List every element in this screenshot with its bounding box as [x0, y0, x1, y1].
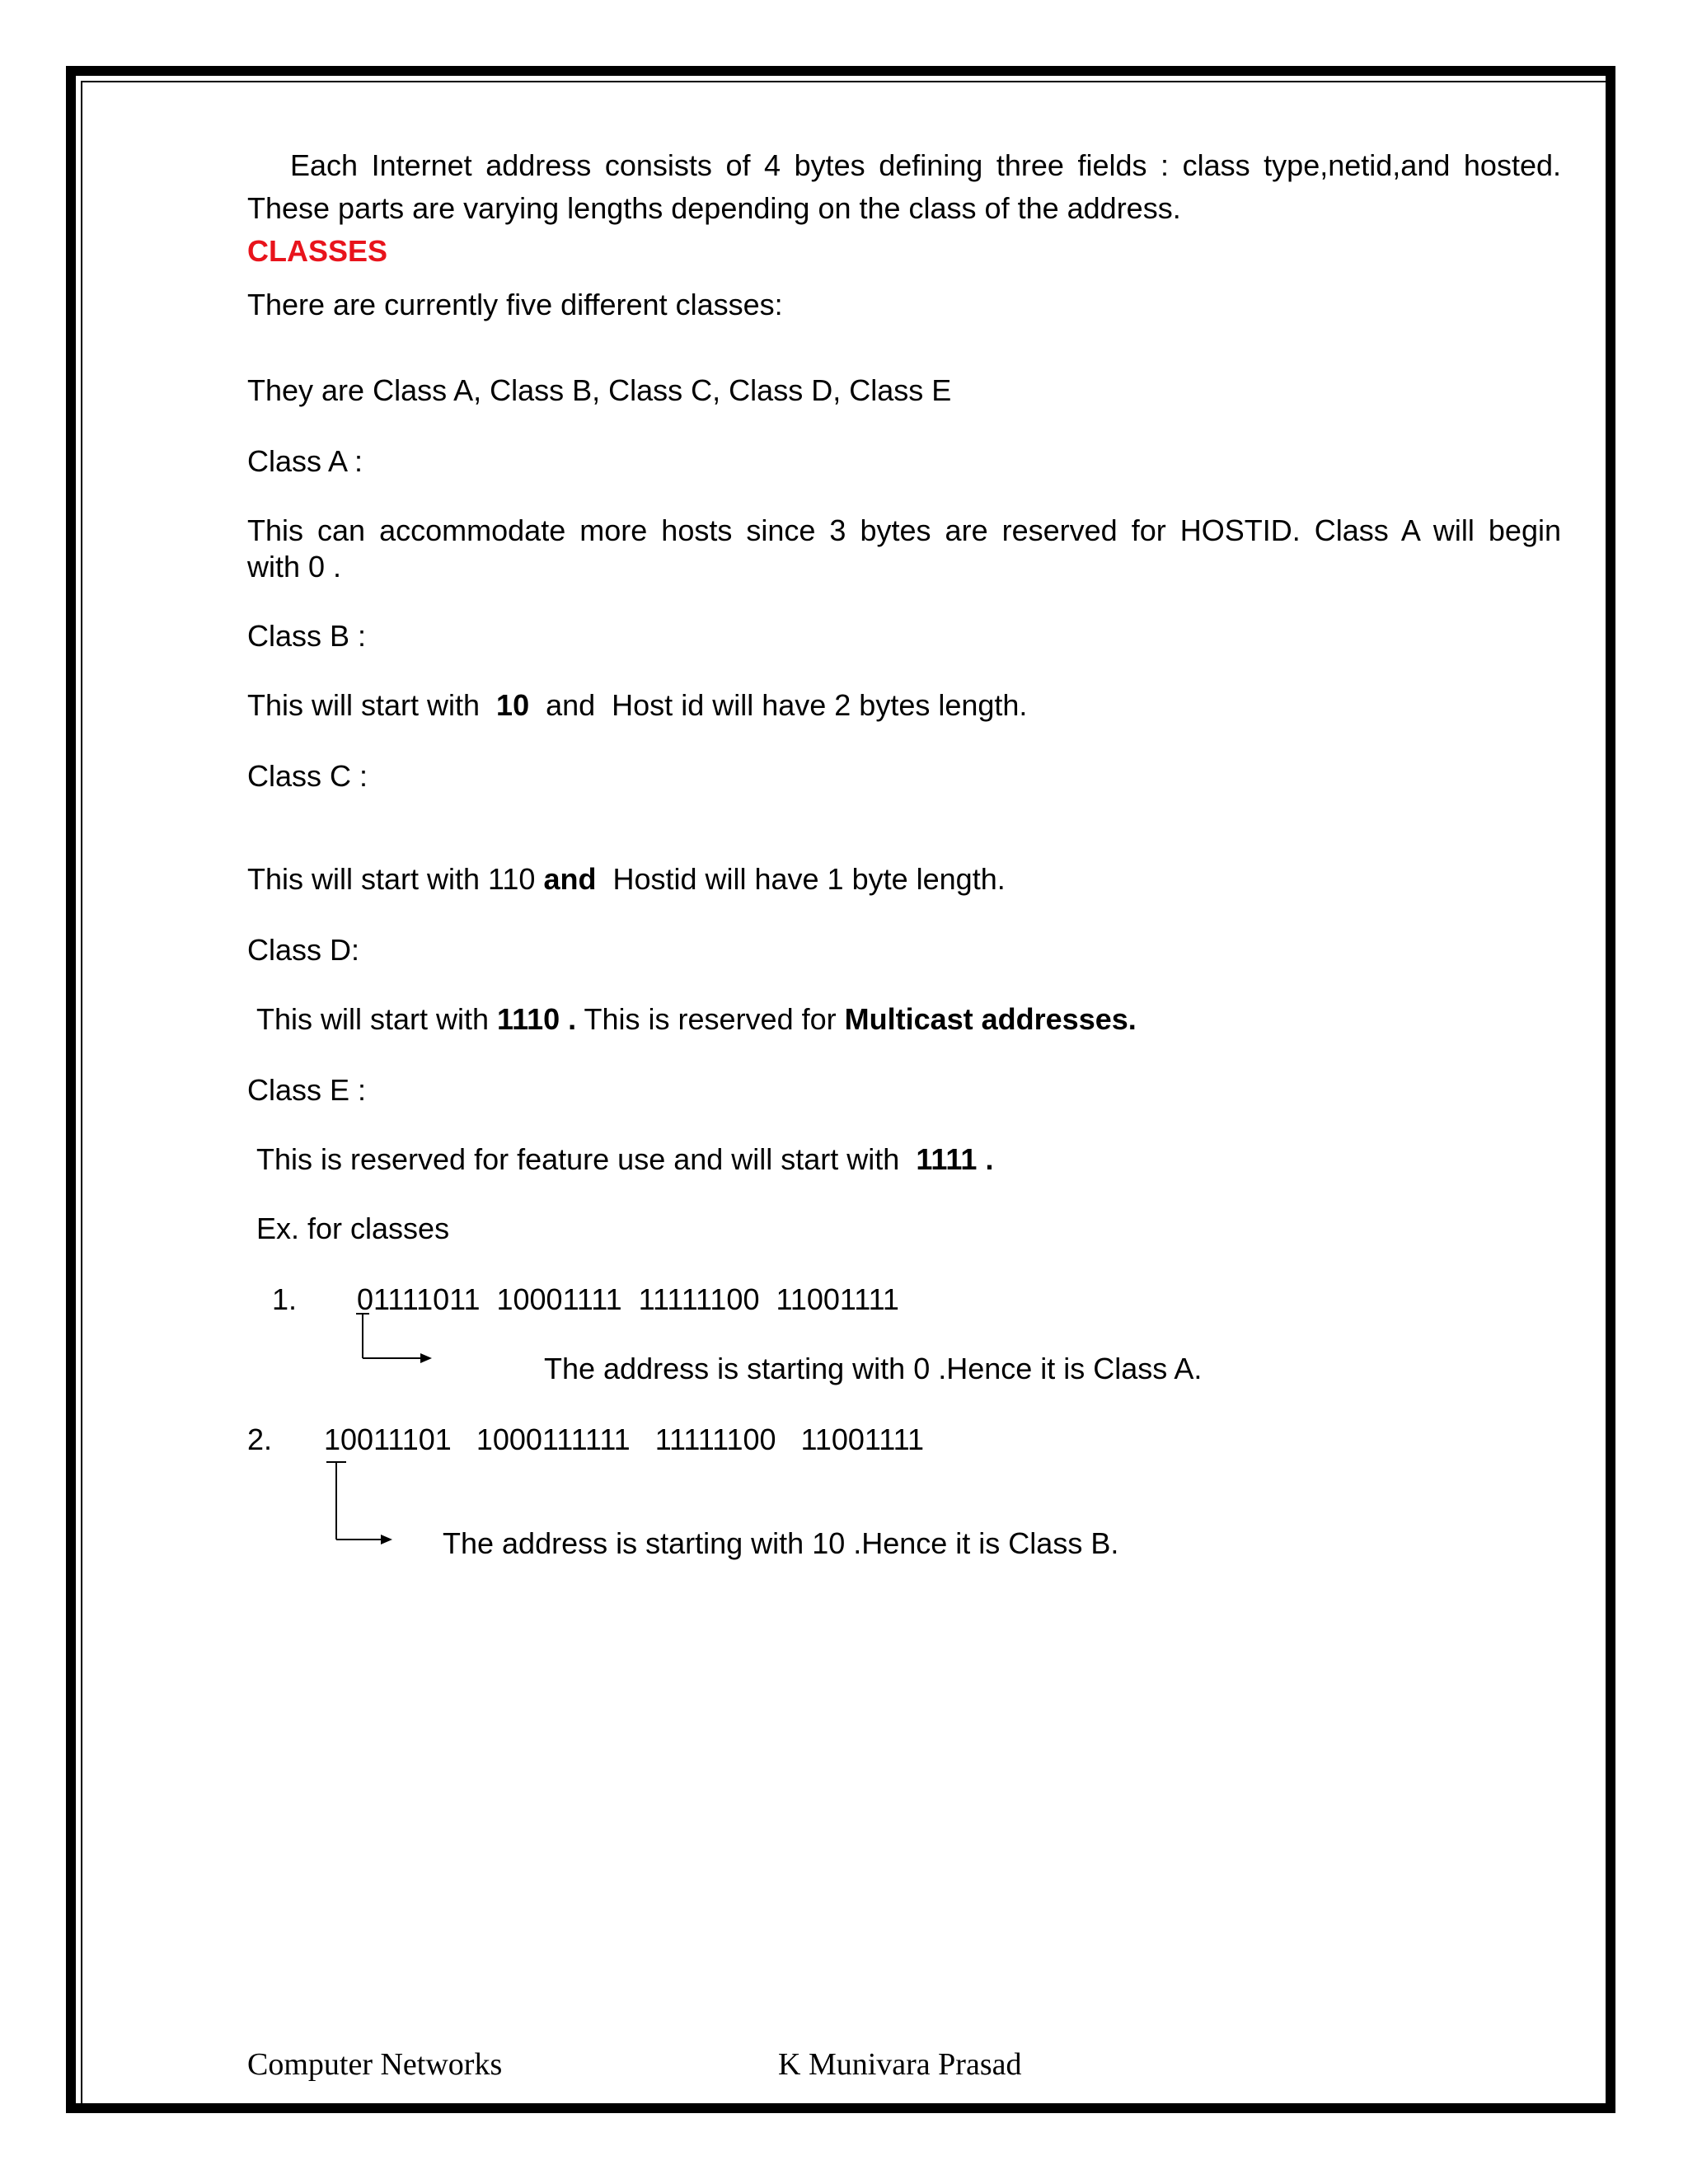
- classes-intro: There are currently five different classes:: [247, 288, 783, 321]
- class-b-desc: This will start with 10 and Host id will have 2 bytes length.: [247, 688, 1028, 722]
- classes-list: They are Class A, Class B, Class C, Class D, Class E: [247, 373, 952, 407]
- class-d-title: Class D:: [247, 933, 360, 967]
- class-a-desc-line-1: This can accommodate more hosts since 3 bytes are reserved for HOSTID. Class A will begin: [247, 513, 1561, 547]
- class-a-desc-line-2: with 0 .: [247, 550, 342, 583]
- example-1-arrow-icon: [346, 1310, 437, 1368]
- example-1-number: 1.: [272, 1282, 298, 1316]
- class-c-desc: This will start with 110 and Hostid will have 1 byte length.: [247, 862, 1006, 896]
- class-b-title: Class B :: [247, 619, 367, 653]
- footer-course-title: Computer Networks: [247, 2047, 503, 2082]
- class-d-desc: This will start with 1110 . This is reserved for Multicast addresses.: [256, 1002, 1137, 1036]
- class-e-title: Class E :: [247, 1073, 367, 1107]
- intro-line-2: These parts are varying lengths depending on the class of the address.: [247, 191, 1181, 225]
- examples-title: Ex. for classes: [256, 1212, 450, 1245]
- example-2-number: 2.: [247, 1422, 273, 1456]
- example-2-binary: 10011101 1000111111 11111100 11001111: [324, 1422, 924, 1456]
- section-heading-classes: CLASSES: [247, 234, 388, 268]
- example-1-explanation: The address is starting with 0 .Hence it is Class A.: [544, 1352, 1203, 1385]
- example-2-explanation: The address is starting with 10 .Hence it is Class B.: [443, 1526, 1119, 1560]
- footer-author: K Munivara Prasad: [778, 2047, 1022, 2082]
- example-1-binary: 01111011 10001111 11111100 11001111: [357, 1282, 899, 1316]
- example-2-arrow-icon: [323, 1459, 414, 1549]
- class-c-title: Class C :: [247, 759, 368, 793]
- class-a-title: Class A :: [247, 444, 363, 478]
- intro-line-1: Each Internet address consists of 4 bytes defining three fields : class type,netid,and hosted.: [290, 148, 1561, 182]
- class-e-desc: This is reserved for feature use and will start with 1111 .: [256, 1142, 994, 1176]
